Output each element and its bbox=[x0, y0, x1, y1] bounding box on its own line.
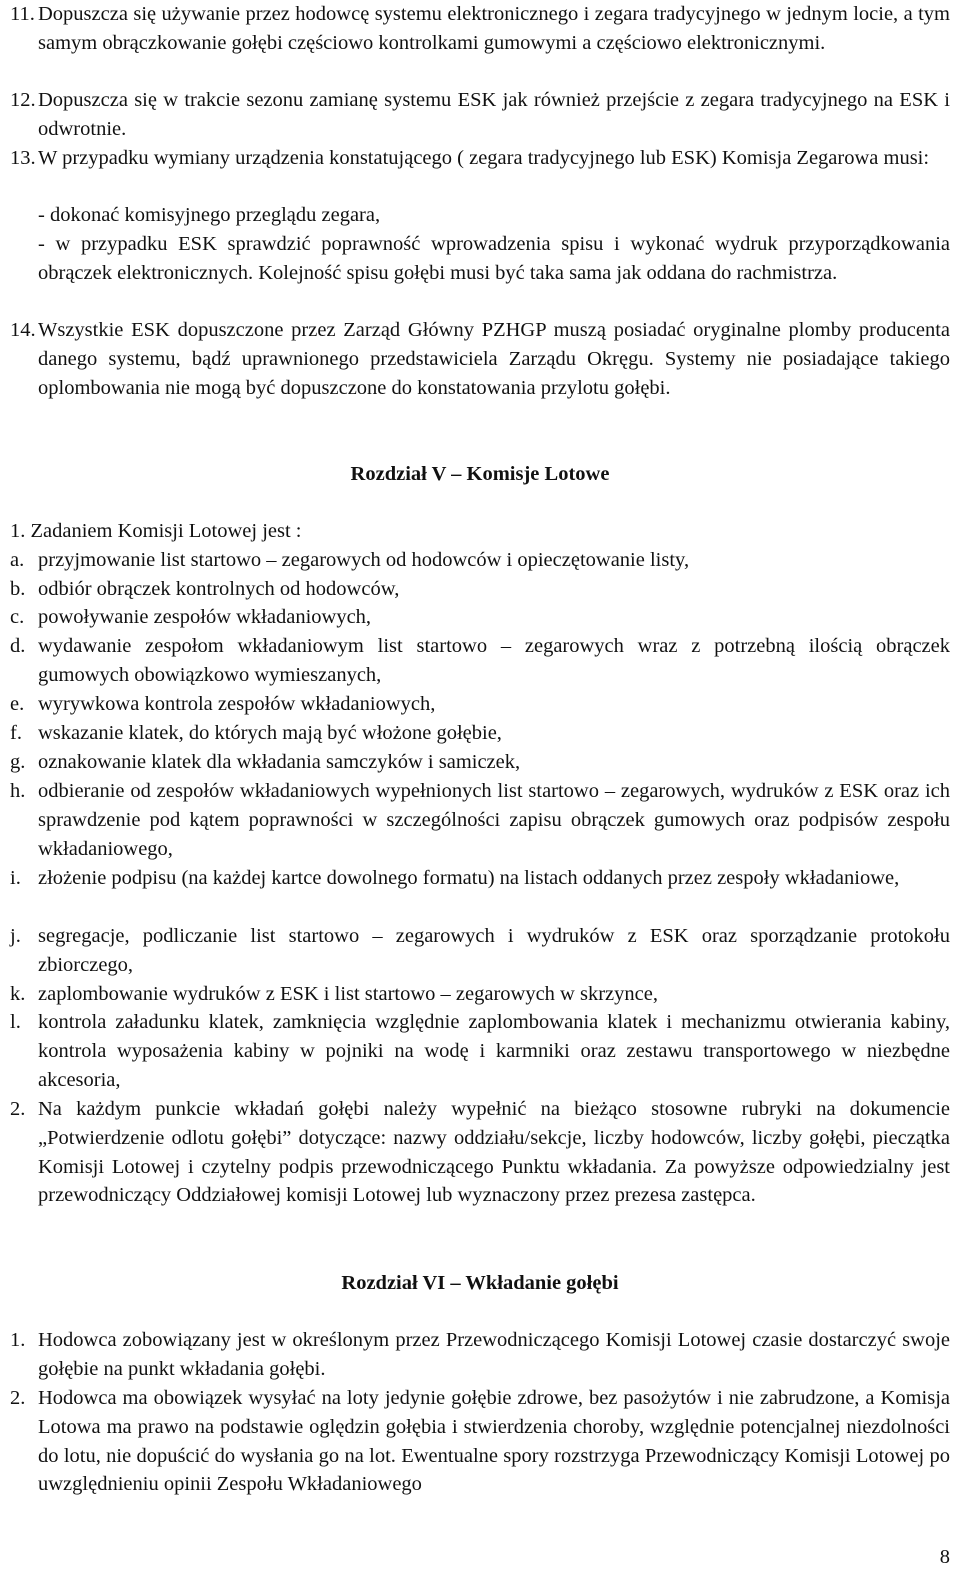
item-text: Na każdym punkcie wkładań gołębi należy wypełnić na bieżąco stosowne rubryki na dokumencie „Potwierdzenie odlotu gołębi” dotyczące: nazwy oddziału/sekcje, liczby hodowców, liczby gołębi, pieczątka Komisji Lotowej i czytelny podpis przewodniczącego Punktu wkładania. Za powyższe odpowiedzialny jest przewodniczący Oddziałowej komisji Lotowej lub wyznaczony przez prezesa zastępca. bbox=[38, 1098, 950, 1207]
item-letter: g. bbox=[10, 751, 26, 773]
item-text: Dopuszcza się w trakcie sezonu zamianę systemu ESK jak również przejście z zegara tradycyjnego na ESK i odwrotnie. bbox=[38, 89, 950, 140]
item-text: złożenie podpisu (na każdej kartce dowolnego formatu) na listach oddanych przez zespoły wkładaniowe, bbox=[38, 867, 900, 889]
item-text: oznakowanie klatek dla wkładania samczyków i samiczek, bbox=[38, 751, 521, 773]
chapter-6-point-1 bbox=[10, 1326, 950, 1384]
item-letter: d. bbox=[10, 635, 26, 657]
list-item-f bbox=[10, 719, 950, 748]
paragraph-11 bbox=[10, 0, 950, 58]
item-text: wyrywkowa kontrola zespołów wkładaniowych, bbox=[38, 693, 436, 715]
list-item-a bbox=[10, 546, 950, 575]
paragraph-12 bbox=[10, 86, 950, 144]
item-text: Dopuszcza się używanie przez hodowcę systemu elektronicznego i zegara tradycyjnego w jednym locie, a tym samym obrączkowanie gołębi częściowo kontrolkami gumowymi a częściowo elektronicznymi. bbox=[38, 3, 950, 54]
list-item-j bbox=[10, 922, 950, 980]
item-number: 2. bbox=[10, 1387, 26, 1409]
list-item-l bbox=[10, 1008, 950, 1094]
item-number: 13. bbox=[10, 147, 36, 169]
item-text: Wszystkie ESK dopuszczone przez Zarząd Główny PZHGP muszą posiadać oryginalne plomby producenta danego systemu, bądź uprawnionego przedstawiciela Zarządu Okręgu. Systemy nie posiadające takiego oplombowania nie mogą być dopuszczone do konstatowania przylotu gołębi. bbox=[38, 319, 950, 399]
item-letter: i. bbox=[10, 867, 21, 889]
list-item-k bbox=[10, 980, 950, 1009]
item-letter: e. bbox=[10, 693, 25, 715]
item-number: 1. bbox=[10, 1329, 26, 1351]
item-letter: b. bbox=[10, 578, 26, 600]
chapter-5-heading: Rozdział V – Komisje Lotowe bbox=[350, 463, 610, 485]
item-text: przyjmowanie list startowo – zegarowych od hodowców i opieczętowanie listy, bbox=[38, 549, 690, 571]
list-item-e bbox=[10, 690, 950, 719]
paragraph-13-sub-2 bbox=[10, 230, 950, 288]
list-item-d bbox=[10, 632, 950, 690]
list-item-h bbox=[10, 777, 950, 863]
item-number: 11. bbox=[10, 3, 35, 25]
item-text: Hodowca ma obowiązek wysyłać na loty jedynie gołębie zdrowe, bez pasożytów i nie zabrudzone, a Komisja Lotowa ma prawo na podstawie oględzin gołębia i stwierdzenia choroby, względnie potencjalnej niezdolności do lotu, nie dopuścić do wysłania go na lot. Ewentualne spory rozstrzyga Przewodniczący Komisji Lotowej po uwzględnieniu opinii Zespołu Wkładaniowego bbox=[38, 1387, 950, 1496]
paragraph-14 bbox=[10, 316, 950, 402]
item-letter: l. bbox=[10, 1011, 21, 1033]
item-text: W przypadku wymiany urządzenia konstatującego ( zegara tradycyjnego lub ESK) Komisja Zegarowa musi: bbox=[38, 147, 930, 169]
item-number: 14. bbox=[10, 319, 36, 341]
item-text: Hodowca zobowiązany jest w określonym przez Przewodniczącego Komisji Lotowej czasie dostarczyć swoje gołębie na punkt wkładania gołębi. bbox=[38, 1329, 950, 1380]
page-number: 8 bbox=[939, 1546, 950, 1568]
list-item-b bbox=[10, 575, 950, 604]
item-text: kontrola załadunku klatek, zamknięcia względnie zaplombowania klatek i mechanizmu otwierania kabiny, kontrola wyposażenia kabiny w pojniki na wodę i karmniki oraz zestawu transportowego w niezbędne akcesoria, bbox=[38, 1011, 950, 1091]
item-text: powoływanie zespołów wkładaniowych, bbox=[38, 606, 372, 628]
item-text: odbieranie od zespołów wkładaniowych wypełnionych list startowo – zegarowych, wydruków z ESK oraz ich sprawdzenie pod kątem poprawności w szczególności zapisu obrączek gumowych oraz podpisów zespołu wkładaniowego, bbox=[38, 780, 950, 860]
list-item-i bbox=[10, 864, 950, 893]
paragraph-13 bbox=[10, 144, 950, 173]
chapter-6-point-2 bbox=[10, 1384, 950, 1499]
chapter-5-point-2 bbox=[10, 1095, 950, 1210]
item-letter: h. bbox=[10, 780, 26, 802]
list-item-c bbox=[10, 603, 950, 632]
list-item-g bbox=[10, 748, 950, 777]
item-text: segregacje, podliczanie list startowo – zegarowych i wydruków z ESK oraz sporządzanie protokołu zbiorczego, bbox=[38, 925, 950, 976]
item-letter: f. bbox=[10, 722, 22, 744]
sub-item-text: - dokonać komisyjnego przeglądu zegara, bbox=[38, 204, 381, 226]
item-number: 12. bbox=[10, 89, 36, 111]
item-number: 2. bbox=[10, 1098, 26, 1120]
paragraph-13-sub-1 bbox=[10, 201, 950, 230]
item-letter: c. bbox=[10, 606, 25, 628]
item-letter: a. bbox=[10, 549, 25, 571]
item-letter: j. bbox=[10, 925, 21, 947]
item-text: zaplombowanie wydruków z ESK i list startowo – zegarowych w skrzynce, bbox=[38, 983, 658, 1005]
sub-item-text: - w przypadku ESK sprawdzić poprawność wprowadzenia spisu i wykonać wydruk przyporządkowania obrączek elektronicznych. Kolejność spisu gołębi musi być taka sama jak oddana do rachmistrza. bbox=[38, 233, 950, 284]
item-text: odbiór obrączek kontrolnych od hodowców, bbox=[38, 578, 400, 600]
item-letter: k. bbox=[10, 983, 26, 1005]
chapter-5-intro: 1. Zadaniem Komisji Lotowej jest : bbox=[10, 520, 302, 542]
item-text: wydawanie zespołom wkładaniowym list startowo – zegarowych wraz z potrzebną ilością obrączek gumowych obowiązkowo wymieszanych, bbox=[38, 635, 950, 686]
chapter-6-heading: Rozdział VI – Wkładanie gołębi bbox=[341, 1272, 619, 1294]
item-text: wskazanie klatek, do których mają być włożone gołębie, bbox=[38, 722, 502, 744]
